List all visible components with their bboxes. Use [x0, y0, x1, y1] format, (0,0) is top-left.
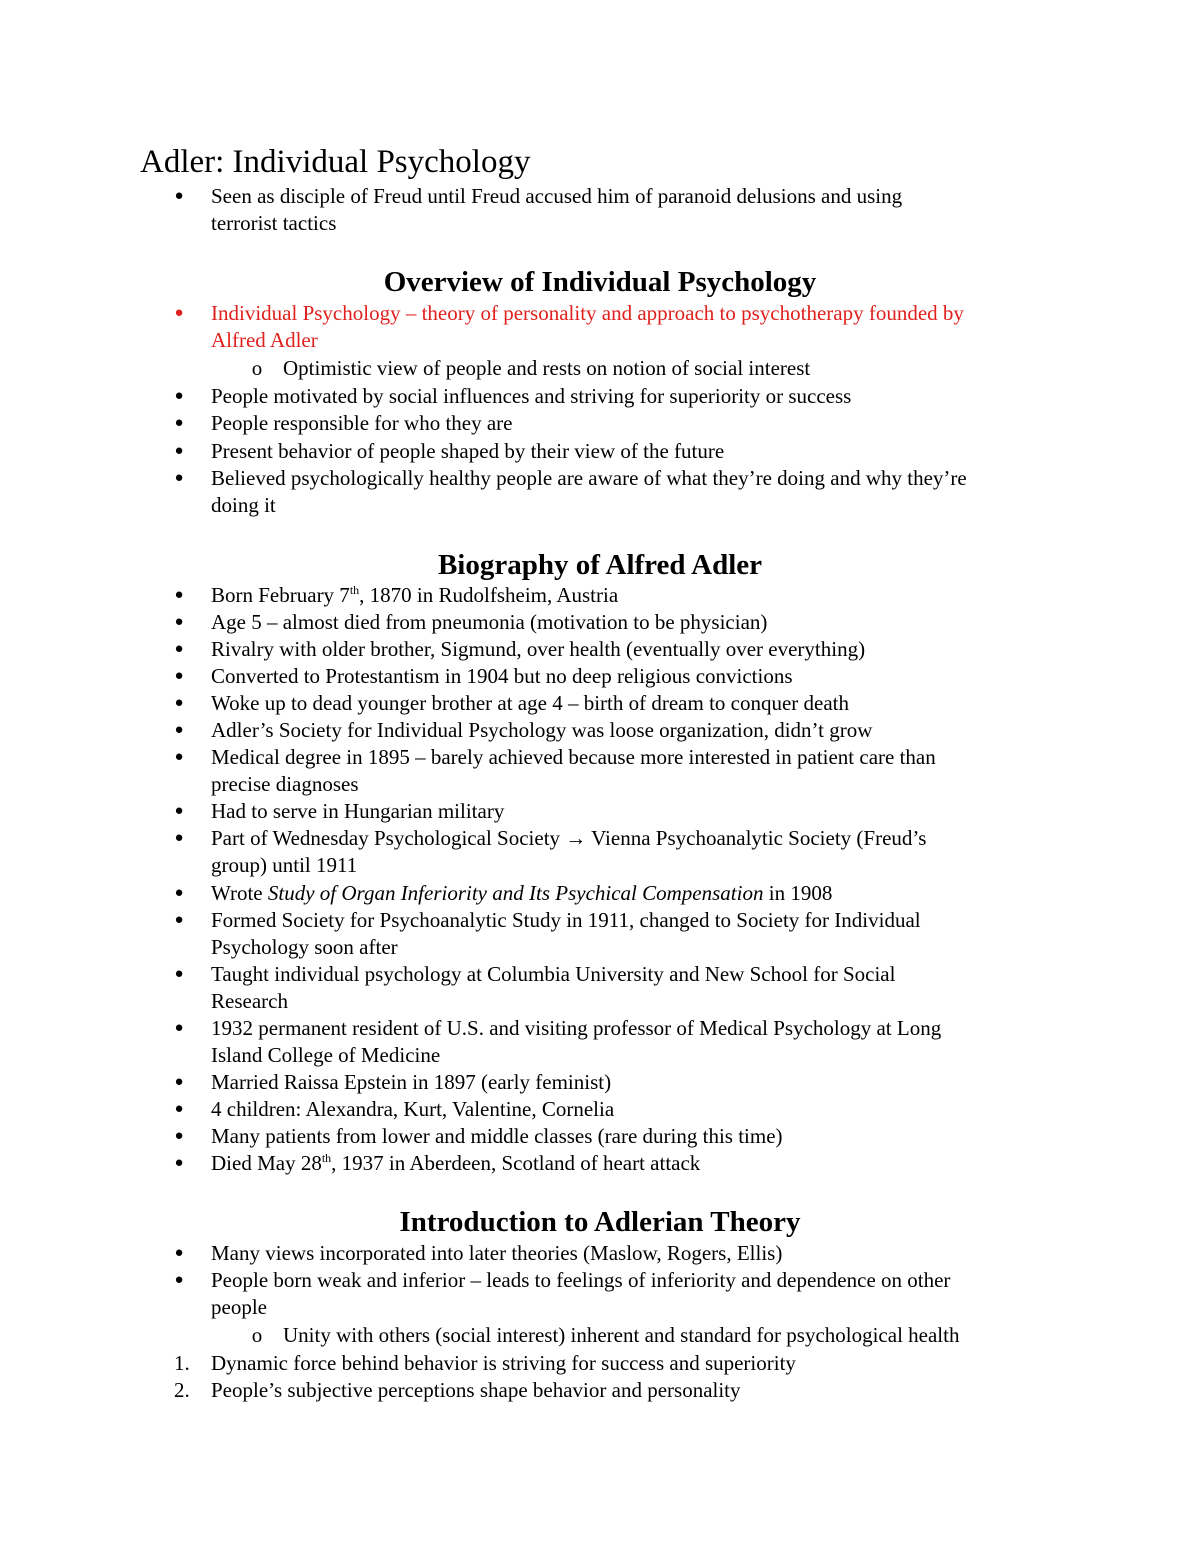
bullet-marker: ● — [174, 388, 184, 404]
sub-bullet-marker: o — [251, 1323, 263, 1347]
list-item-continuation: terrorist tactics — [211, 211, 337, 235]
list-item: Formed Society for Psychoanalytic Study in 1911, changed to Society for Individual — [211, 908, 921, 932]
bullet-marker: ● — [174, 1155, 184, 1171]
list-item: Medical degree in 1895 – barely achieved because more interested in patient care than — [211, 745, 936, 769]
list-item: Had to serve in Hungarian military — [211, 799, 505, 823]
list-item: Converted to Protestantism in 1904 but no deep religious convictions — [211, 664, 793, 688]
bullet-marker: ● — [174, 966, 184, 982]
list-item-continuation: people — [211, 1295, 267, 1319]
bullet-marker: ● — [174, 1272, 184, 1288]
list-item: People born weak and inferior – leads to feelings of inferiority and dependence on other — [211, 1268, 951, 1292]
sub-list-item: Optimistic view of people and rests on notion of social interest — [283, 356, 811, 380]
list-item-continuation: Research — [211, 989, 288, 1013]
bullet-marker: ● — [174, 1101, 184, 1117]
bullet-marker: ● — [174, 1245, 184, 1261]
wednesday-text: Part of Wednesday Psychological Society — [211, 826, 561, 850]
list-item: Adler’s Society for Individual Psychology was loose organization, didn’t grow — [211, 718, 873, 742]
bullet-marker: ● — [174, 668, 184, 684]
list-item: Rivalry with older brother, Sigmund, over health (eventually over everything) — [211, 637, 866, 661]
list-item: Married Raissa Epstein in 1897 (early feminist) — [211, 1070, 612, 1094]
document-title: Adler: Individual Psychology — [140, 144, 531, 180]
wednesday-text-rest: Vienna Psychoanalytic Society (Freud’s — [591, 826, 927, 850]
bullet-marker: ● — [174, 305, 184, 321]
born-text-rest: , 1870 in Rudolfsheim, Austria — [359, 583, 619, 607]
bullet-marker: ● — [174, 830, 184, 846]
bullet-marker: ● — [174, 415, 184, 431]
numbered-marker: 2. — [174, 1378, 190, 1402]
list-item-born — [211, 582, 618, 609]
bullet-marker: ● — [174, 1020, 184, 1036]
born-ordinal: th — [349, 583, 360, 597]
list-item: People motivated by social influences and striving for superiority or success — [211, 384, 852, 408]
definition-item: Individual Psychology – theory of personality and approach to psychotherapy founded by — [211, 301, 964, 325]
bullet-marker: ● — [174, 641, 184, 657]
list-item-continuation: doing it — [211, 493, 276, 517]
section-heading-overview: Overview of Individual Psychology — [383, 266, 817, 298]
list-item-continuation: group) until 1911 — [211, 853, 358, 877]
died-text-rest: , 1937 in Aberdeen, Scotland of heart attack — [331, 1151, 701, 1175]
list-item: Many views incorporated into later theories (Maslow, Rogers, Ellis) — [211, 1241, 783, 1265]
bullet-marker: ● — [174, 695, 184, 711]
list-item: People responsible for who they are — [211, 411, 513, 435]
wrote-text-rest: in 1908 — [768, 881, 833, 905]
numbered-marker: 1. — [174, 1351, 190, 1375]
list-item: Believed psychologically healthy people are aware of what they’re doing and why they’re — [211, 466, 967, 490]
list-item-wrote — [211, 880, 832, 907]
bullet-marker: ● — [174, 803, 184, 819]
list-item: Many patients from lower and middle classes (rare during this time) — [211, 1124, 783, 1148]
list-item-continuation: Island College of Medicine — [211, 1043, 441, 1067]
list-item: Taught individual psychology at Columbia University and New School for Social — [211, 962, 896, 986]
bullet-marker: ● — [174, 722, 184, 738]
born-text: Born February 7 — [211, 583, 350, 607]
died-text: Died May 28 — [211, 1151, 322, 1175]
list-item: Woke up to dead younger brother at age 4 – birth of dream to conquer death — [211, 691, 850, 715]
bullet-marker: ● — [174, 912, 184, 928]
section-heading-adlerian-theory: Introduction to Adlerian Theory — [399, 1206, 801, 1238]
bullet-marker: ● — [174, 188, 184, 204]
numbered-item: Dynamic force behind behavior is striving for success and superiority — [211, 1351, 796, 1375]
list-item-continuation: precise diagnoses — [211, 772, 359, 796]
list-item: 4 children: Alexandra, Kurt, Valentine, Cornelia — [211, 1097, 615, 1121]
bullet-marker: ● — [174, 587, 184, 603]
list-item: Seen as disciple of Freud until Freud accused him of paranoid delusions and using — [211, 184, 903, 208]
list-item-died — [211, 1150, 700, 1177]
list-item-wednesday — [211, 825, 926, 852]
arrow-right-icon: → — [565, 826, 587, 850]
bullet-marker: ● — [174, 614, 184, 630]
bullet-marker: ● — [174, 1074, 184, 1090]
list-item: 1932 permanent resident of U.S. and visiting professor of Medical Psychology at Long — [211, 1016, 942, 1040]
wrote-text: Wrote — [211, 881, 263, 905]
definition-item-continuation: Alfred Adler — [211, 328, 318, 352]
bullet-marker: ● — [174, 1128, 184, 1144]
list-item: Present behavior of people shaped by their view of the future — [211, 439, 725, 463]
list-item-continuation: Psychology soon after — [211, 935, 398, 959]
sub-list-item: Unity with others (social interest) inherent and standard for psychological health — [283, 1323, 960, 1347]
died-ordinal: th — [321, 1151, 332, 1165]
bullet-marker: ● — [174, 885, 184, 901]
bullet-marker: ● — [174, 749, 184, 765]
book-title: Study of Organ Inferiority and Its Psychical Compensation — [267, 881, 764, 905]
list-item: Age 5 – almost died from pneumonia (motivation to be physician) — [211, 610, 768, 634]
sub-bullet-marker: o — [251, 356, 263, 380]
numbered-item: People’s subjective perceptions shape behavior and personality — [211, 1378, 741, 1402]
bullet-marker: ● — [174, 443, 184, 459]
bullet-marker: ● — [174, 470, 184, 486]
section-heading-biography: Biography of Alfred Adler — [437, 549, 763, 581]
